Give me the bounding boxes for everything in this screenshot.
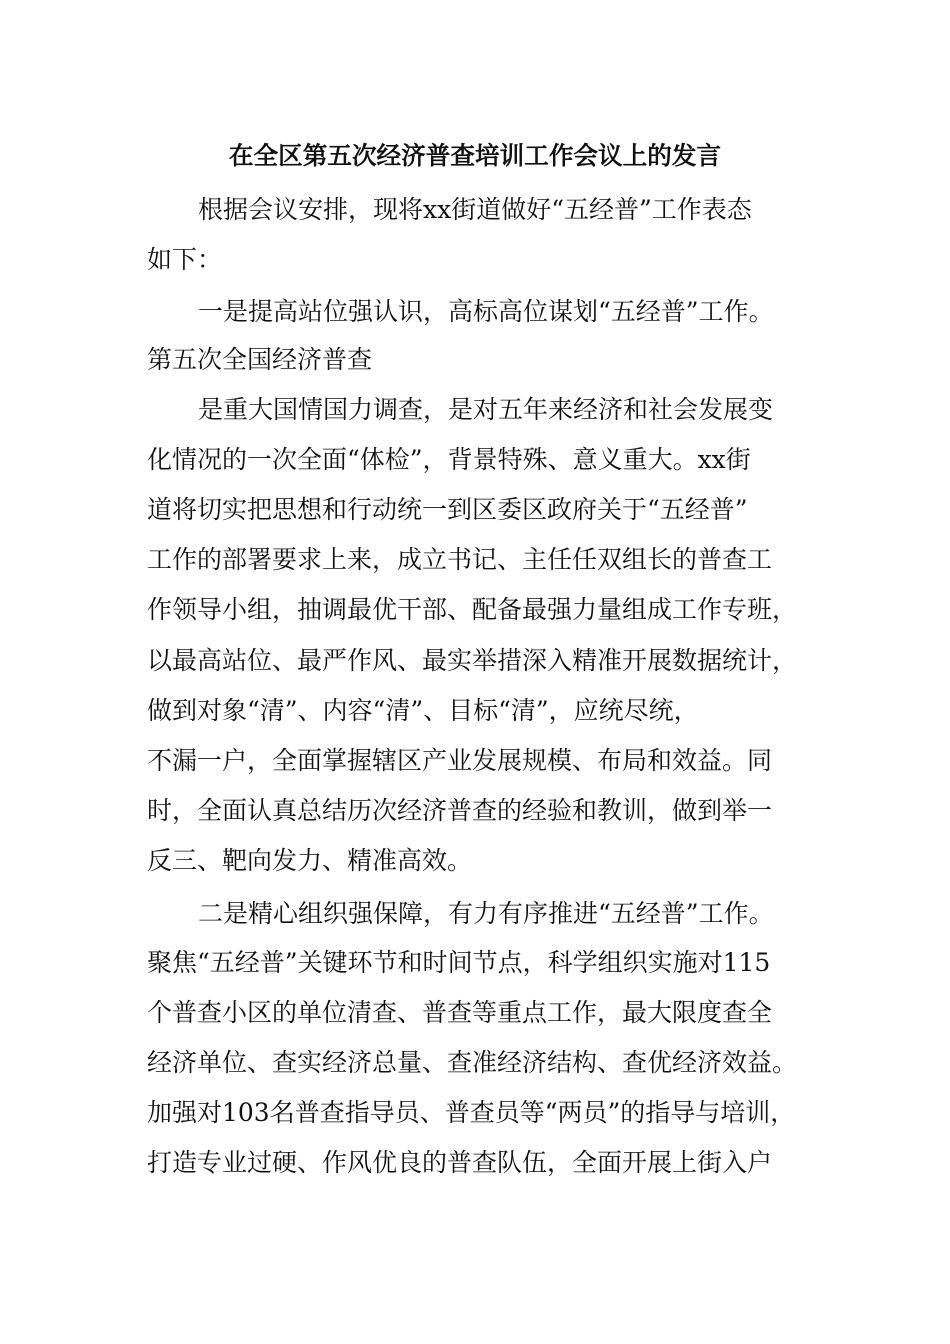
document-title: 在全区第五次经济普查培训工作会议上的发言 (228, 141, 722, 170)
paragraph-3-line-6: 以最高站位、最严作风、最实举措深入精准开展数据统计， (147, 646, 798, 675)
paragraph-4-line-5: 加强对103名普查指导员、普查员等“两员”的指导与培训， (147, 1098, 796, 1127)
paragraph-1-line-2: 如下： (147, 245, 223, 274)
paragraph-3-line-2: 化情况的一次全面“体检”，背景特殊、意义重大。xx街 (147, 445, 751, 474)
paragraph-4-line-1: 二是精心组织强保障，有力有序推进“五经普”工作。 (198, 899, 774, 928)
paragraph-3-line-8: 不漏一户，全面掌握辖区产业发展规模、布局和效益。同 (147, 746, 773, 775)
paragraph-3-line-7: 做到对象“清”、内容“清”、目标“清”，应统尽统， (147, 696, 699, 725)
paragraph-4-line-4: 经济单位、查实经济总量、查准经济结构、查优经济效益。 (147, 1048, 798, 1077)
paragraph-2-line-2: 第五次全国经济普查 (147, 345, 373, 374)
paragraph-3-line-9: 时，全面认真总结历次经济普查的经验和教训，做到举一 (147, 796, 773, 825)
paragraph-1-line-1: 根据会议安排，现将xx街道做好“五经普”工作表态 (198, 195, 752, 224)
paragraph-3-line-5: 作领导小组，抽调最优干部、配备最强力量组成工作专班， (147, 595, 798, 624)
paragraph-3-line-1: 是重大国情国力调查，是对五年来经济和社会发展变 (198, 395, 774, 424)
paragraph-3-line-3: 道将切实把思想和行动统一到区委区政府关于“五经普” (147, 495, 748, 524)
paragraph-2-line-1: 一是提高站位强认识，高标高位谋划“五经普”工作。 (198, 297, 774, 326)
paragraph-4-line-3: 个普查小区的单位清查、普查等重点工作，最大限度查全 (147, 998, 773, 1027)
paragraph-4-line-6: 打造专业过硬、作风优良的普查队伍，全面开展上街入户 (147, 1148, 773, 1177)
paragraph-4-line-2: 聚焦“五经普”关键环节和时间节点，科学组织实施对115 (147, 948, 771, 977)
paragraph-3-line-10: 反三、靶向发力、精准高效。 (147, 846, 473, 875)
paragraph-3-line-4: 工作的部署要求上来，成立书记、主任任双组长的普查工 (147, 545, 773, 574)
